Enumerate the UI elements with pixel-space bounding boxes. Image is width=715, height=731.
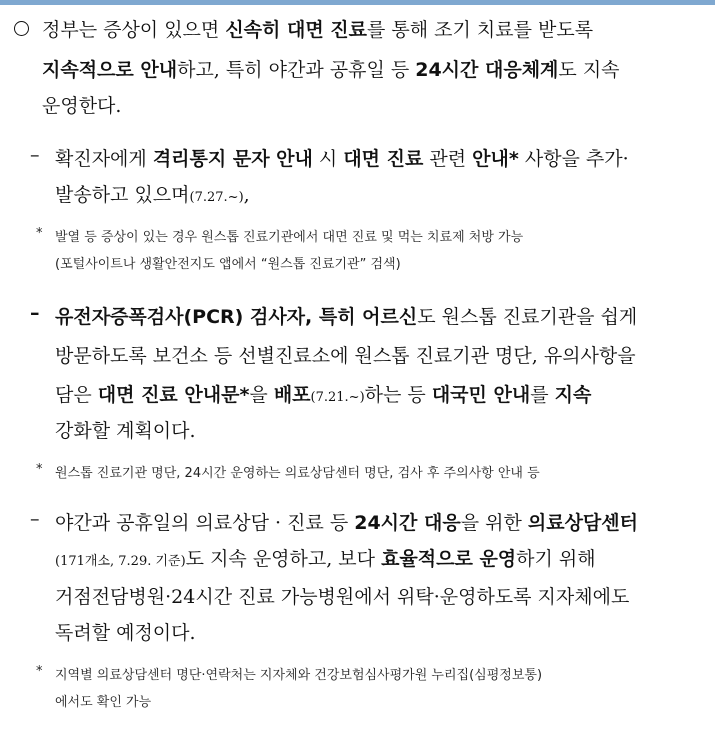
text-line — [55, 544, 596, 571]
text-line — [42, 15, 593, 42]
text-run: 시 — [312, 148, 344, 170]
asterisk-bullet: * — [36, 462, 43, 477]
text-run: 정부는 증상이 있으면 — [42, 19, 226, 41]
text-run: (포털사이트나 생활안전지도 앱에서 “원스톱 진료기관” 검색) — [55, 257, 401, 272]
bold-text: 의료상담센터 — [527, 512, 638, 534]
text-run: 강화할 계획이다. — [55, 420, 196, 442]
text-run: 지역별 의료상담센터 명단·연락처는 지자체와 건강보험심사평가원 누리집(심평정보통) — [55, 668, 543, 683]
text-run: 운영한다. — [42, 95, 122, 117]
text-run: (7.27.~) — [189, 190, 244, 205]
bold-text: 대면 진료 — [343, 148, 424, 170]
text-run: 하는 등 — [364, 384, 432, 406]
text-run: 발송하고 있으며 — [55, 184, 190, 206]
text-run: 에서도 확인 가능 — [55, 695, 152, 710]
asterisk-bullet: * — [36, 226, 43, 241]
bold-text: 지속적으로 안내 — [42, 59, 178, 81]
text-run: 발열 등 증상이 있는 경우 원스톱 진료기관에서 대면 진료 및 먹는 치료제 처방 가능 — [55, 230, 524, 245]
dash-bullet: – — [30, 302, 40, 324]
text-run: 거점전담병원·24시간 진료 가능병원에서 위탁·운영하도록 지자체에도 — [55, 586, 630, 608]
bold-text: 지속 — [554, 384, 592, 406]
text-run: 야간과 공휴일의 의료상담 · 진료 등 — [55, 512, 355, 534]
text-run: 방문하도록 보건소 등 선별진료소에 원스톱 진료기관 명단, 유의사항을 — [55, 345, 636, 367]
bold-text: 유전자증폭검사(PCR) 검사자, 특히 어르신 — [55, 306, 418, 328]
text-line — [55, 253, 401, 272]
text-line — [55, 180, 250, 207]
text-run: 담은 — [55, 384, 98, 406]
text-run: 사항을 추가· — [518, 148, 629, 170]
text-line — [55, 664, 542, 683]
dash-bullet: – — [30, 508, 40, 530]
text-run: (7.21.~) — [310, 390, 365, 405]
text-run: (171개소, 7.29. 기준) — [55, 554, 186, 569]
text-line — [55, 691, 151, 710]
text-run: 도 지속 — [558, 59, 620, 81]
bold-text: 대국민 안내 — [431, 384, 531, 406]
circle-bullet-icon — [14, 19, 29, 41]
text-run: 관련 — [423, 148, 473, 170]
text-run: 확진자에게 — [55, 148, 153, 170]
text-run: 하고, 특히 야간과 공휴일 등 — [177, 59, 416, 81]
text-line — [42, 91, 121, 118]
text-line — [55, 416, 196, 443]
dash-bullet: – — [30, 144, 40, 166]
bold-text: 안내* — [472, 148, 519, 170]
text-run: 를 — [530, 384, 555, 406]
text-run: 원스톱 진료기관 명단, 24시간 운영하는 의료상담센터 명단, 검사 후 주의사항 안내 등 — [55, 466, 540, 481]
text-line — [55, 462, 540, 481]
text-line — [55, 508, 638, 535]
bold-text: 24시간 대응 — [354, 512, 461, 534]
text-line — [55, 226, 523, 245]
text-run: 을 위한 — [460, 512, 528, 534]
text-line — [55, 341, 636, 368]
text-run: 을 — [249, 384, 274, 406]
bold-text: 대면 진료 안내문* — [97, 384, 250, 406]
text-run: 를 통해 조기 치료를 받도록 — [367, 19, 594, 41]
text-run: 도 원스톱 진료기관을 쉽게 — [417, 306, 638, 328]
bold-text: 24시간 대응체계 — [415, 59, 559, 81]
text-line — [42, 55, 620, 82]
bold-text: 격리통지 문자 안내 — [152, 148, 313, 170]
text-line — [55, 618, 196, 645]
asterisk-bullet: * — [36, 664, 43, 679]
bold-text: 배포 — [273, 384, 311, 406]
text-run: 도 지속 운영하고, 보다 — [185, 548, 382, 570]
text-run: 독려할 예정이다. — [55, 622, 196, 644]
bold-text: 신속히 대면 진료 — [225, 19, 368, 41]
top-border — [0, 0, 715, 5]
text-run: , — [243, 184, 250, 206]
text-run: 하기 위해 — [516, 548, 596, 570]
text-line — [55, 302, 637, 329]
bold-text: 효율적으로 운영 — [381, 548, 517, 570]
text-line — [55, 380, 591, 407]
text-line — [55, 144, 629, 171]
text-line — [55, 582, 629, 609]
